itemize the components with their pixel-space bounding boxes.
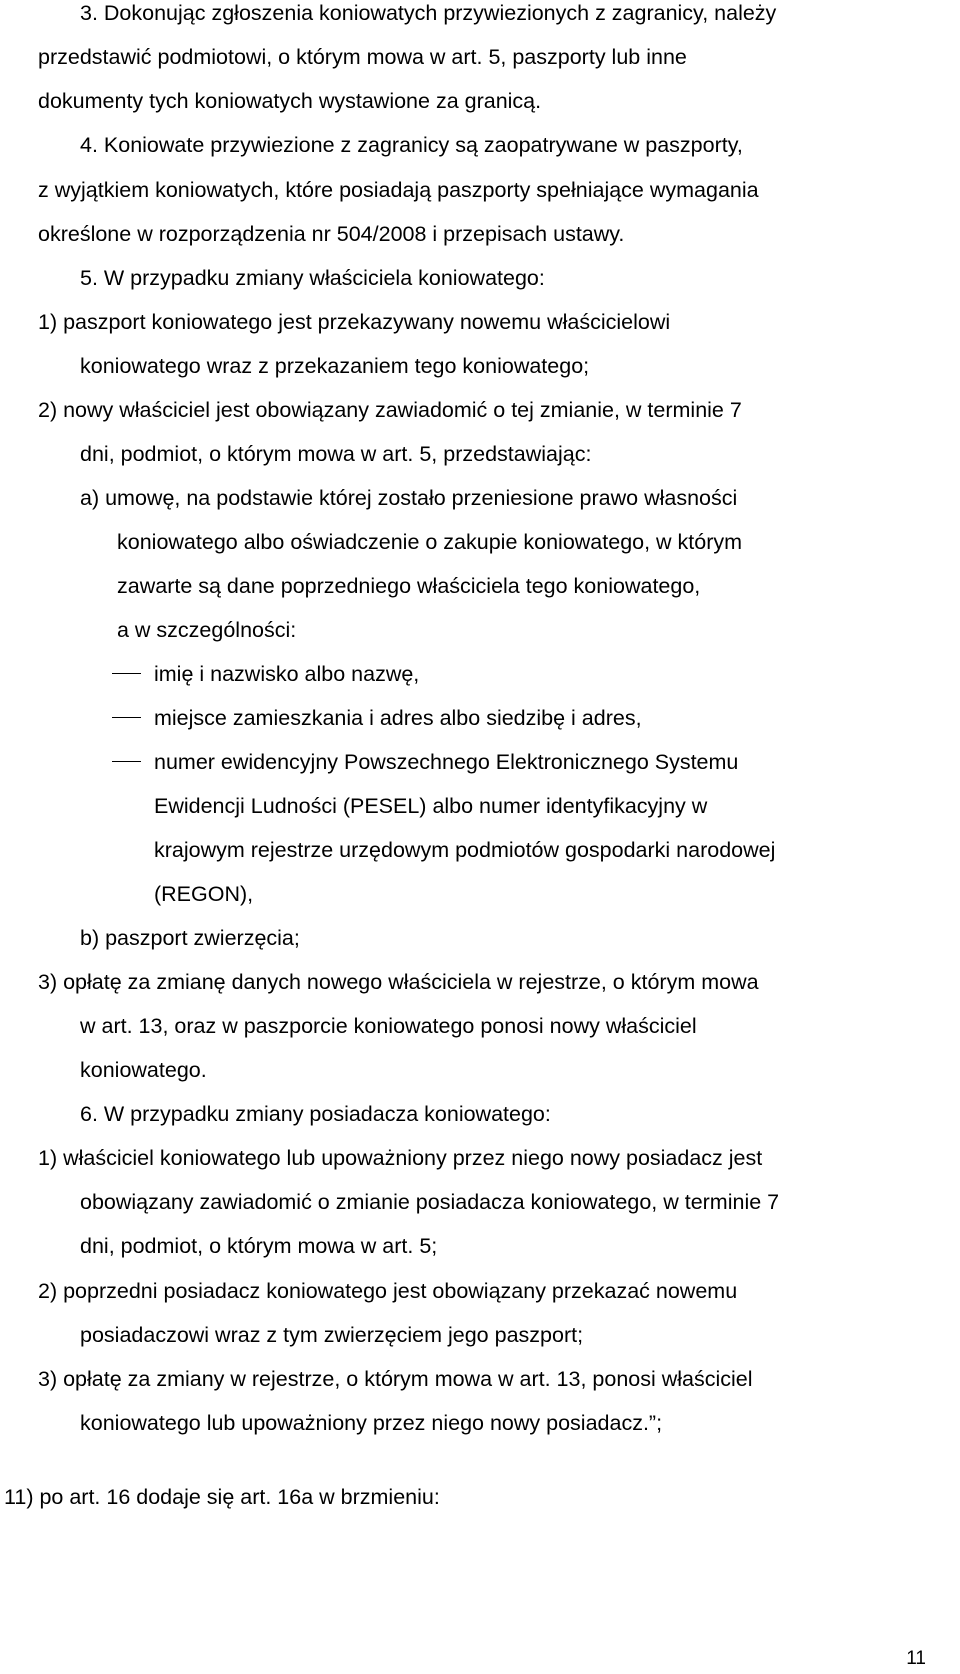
paragraph-5-point-3-line-2: w art. 13, oraz w paszporcie koniowatego ponosi nowy właściciel bbox=[80, 1014, 697, 1038]
dash-bullet-2 bbox=[112, 717, 141, 718]
paragraph-6-point-1-line-2: obowiązany zawiadomić o zmianie posiadacza koniowatego, w terminie 7 bbox=[80, 1190, 780, 1214]
paragraph-5-point-2-line-2: dni, podmiot, o którym mowa w art. 5, przedstawiając: bbox=[80, 442, 592, 466]
dash-bullet-1 bbox=[112, 673, 141, 674]
paragraph-4-line-1: 4. Koniowate przywiezione z zagranicy są zaopatrywane w paszporty, bbox=[80, 133, 743, 157]
paragraph-3-line-1: 3. Dokonując zgłoszenia koniowatych przywiezionych z zagranicy, należy bbox=[80, 1, 777, 25]
paragraph-3-line-3: dokumenty tych koniowatych wystawione za granicą. bbox=[38, 89, 542, 113]
paragraph-6-point-1-line-3: dni, podmiot, o którym mowa w art. 5; bbox=[80, 1234, 438, 1258]
paragraph-6-point-1-line-1: 1) właściciel koniowatego lub upoważniony przez niego nowy posiadacz jest bbox=[38, 1146, 763, 1170]
paragraph-5-point-3-line-3: koniowatego. bbox=[80, 1058, 207, 1082]
dash-item-3-line-3: krajowym rejestrze urzędowym podmiotów gospodarki narodowej bbox=[154, 838, 776, 862]
dash-bullet-3 bbox=[112, 761, 141, 762]
paragraph-5-point-2a-line-1: a) umowę, na podstawie której zostało przeniesione prawo własności bbox=[80, 486, 738, 510]
dash-item-3-line-2: Ewidencji Ludności (PESEL) albo numer identyfikacyjny w bbox=[154, 794, 708, 818]
dash-item-1-line-1: imię i nazwisko albo nazwę, bbox=[154, 662, 420, 686]
paragraph-4-line-2: z wyjątkiem koniowatych, które posiadają paszporty spełniające wymagania bbox=[38, 178, 759, 202]
paragraph-5-point-1-line-1: 1) paszport koniowatego jest przekazywany nowemu właścicielowi bbox=[38, 310, 671, 334]
paragraph-3-line-2: przedstawić podmiotowi, o którym mowa w art. 5, paszporty lub inne bbox=[38, 45, 687, 69]
paragraph-5-point-2a-line-2: koniowatego albo oświadczenie o zakupie koniowatego, w którym bbox=[117, 530, 743, 554]
paragraph-5-point-2a-line-3: zawarte są dane poprzedniego właściciela tego koniowatego, bbox=[117, 574, 701, 598]
paragraph-6-point-3-line-2: koniowatego lub upoważniony przez niego nowy posiadacz.”; bbox=[80, 1411, 663, 1435]
paragraph-6-point-2-line-2: posiadaczowi wraz z tym zwierzęciem jego paszport; bbox=[80, 1323, 584, 1347]
paragraph-5-point-1-line-2: koniowatego wraz z przekazaniem tego koniowatego; bbox=[80, 354, 590, 378]
paragraph-5-heading: 5. W przypadku zmiany właściciela koniowatego: bbox=[80, 266, 545, 290]
dash-item-2-line-1: miejsce zamieszkania i adres albo siedzibę i adres, bbox=[154, 706, 642, 730]
dash-item-3-line-1: numer ewidencyjny Powszechnego Elektronicznego Systemu bbox=[154, 750, 739, 774]
paragraph-5-point-2-line-1: 2) nowy właściciel jest obowiązany zawiadomić o tej zmianie, w terminie 7 bbox=[38, 398, 742, 422]
paragraph-6-point-2-line-1: 2) poprzedni posiadacz koniowatego jest obowiązany przekazać nowemu bbox=[38, 1279, 738, 1303]
paragraph-5-point-3-line-1: 3) opłatę za zmianę danych nowego właściciela w rejestrze, o którym mowa bbox=[38, 970, 759, 994]
page-number: 11 bbox=[906, 1648, 926, 1669]
dash-item-3-line-4: (REGON), bbox=[154, 882, 254, 906]
paragraph-5-point-2b-line-1: b) paszport zwierzęcia; bbox=[80, 926, 300, 950]
paragraph-5-point-2a-line-4: a w szczególności: bbox=[117, 618, 297, 642]
paragraph-4-line-3: określone w rozporządzenia nr 504/2008 i przepisach ustawy. bbox=[38, 222, 625, 246]
paragraph-6-point-3-line-1: 3) opłatę za zmiany w rejestrze, o którym mowa w art. 13, ponosi właściciel bbox=[38, 1367, 753, 1391]
point-11-line-1: 11) po art. 16 dodaje się art. 16a w brzmieniu: bbox=[4, 1485, 440, 1509]
paragraph-6-heading: 6. W przypadku zmiany posiadacza koniowatego: bbox=[80, 1102, 551, 1126]
